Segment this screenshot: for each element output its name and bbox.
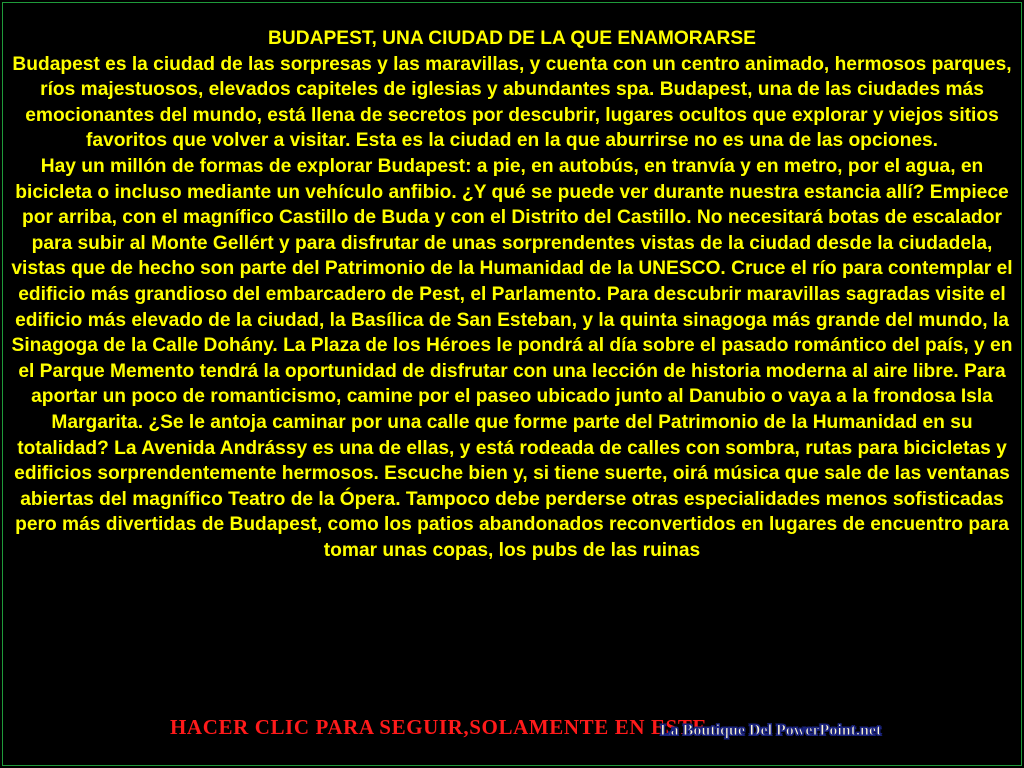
watermark-logo: La Boutique Del PowerPoint.net (660, 722, 882, 739)
intro-paragraph: Budapest es la ciudad de las sorpresas y las maravillas, y cuenta con un centro animado, hermosos parques, ríos majestuosos, elevados capiteles de iglesias y abundantes spa. Budapest, una de las ciudades más emocionantes del mundo, está llena de secretos por descubrir, lugares ocultos que explorar y viejos sitios favoritos que volver a visitar. Esta es la ciudad en la que aburrirse no es una de las opciones. (12, 53, 1012, 152)
slide-text-block (4, 26, 1020, 563)
continue-link[interactable]: HACER CLIC PARA SEGUIR,SOLAMENTE EN ESTE (170, 715, 708, 739)
slide-title: BUDAPEST, UNA CIUDAD DE LA QUE ENAMORARSE (268, 28, 756, 49)
explore-paragraph: Hay un millón de formas de explorar Budapest: a pie, en autobús, en tranvía y en metro, por el agua, en bicicleta o incluso mediante un vehículo anfibio. ¿Y qué se puede ver durante nuestra estancia allí? Empiece por arriba, con el magnífico Castillo de Buda y con el Distrito del Castillo. No necesitará botas de escalador para subir al Monte Gellért y para disfrutar de unas sorprendentes vistas de la ciudad desde la ciudadela, vistas que de hecho son parte del Patrimonio de la Humanidad de la UNESCO. Cruce el río para contemplar el edificio más grandioso del embarcadero de Pest, el Parlamento. Para descubrir maravillas sagradas visite el edificio más elevado de la ciudad, la Basílica de San Esteban, y la quinta sinagoga más grande del mundo, la Sinagoga de la Calle Dohány. La Plaza de los Héroes le pondrá al día sobre el pasado romántico del país, y en el Parque Memento tendrá la oportunidad de disfrutar con una lección de historia moderna al aire libre. Para aportar un poco de romanticismo, camine por el paseo ubicado junto al Danubio o vaya a la frondosa Isla Margarita. ¿Se le antoja caminar por una calle que forme parte del Patrimonio de la Humanidad en su totalidad? La Avenida Andrássy es una de ellas, y está rodeada de calles con sombra, rutas para bicicletas y edificios sorprendentemente hermosos. Escuche bien y, si tiene suerte, oirá música que sale de las ventanas abiertas del magnífico Teatro de la Ópera. Tampoco debe perderse otras especialidades menos sofisticadas pero más divertidas de Budapest, como los patios abandonados reconvertidos en lugares de encuentro para tomar unas copas, los pubs de las ruinas (11, 155, 1013, 561)
